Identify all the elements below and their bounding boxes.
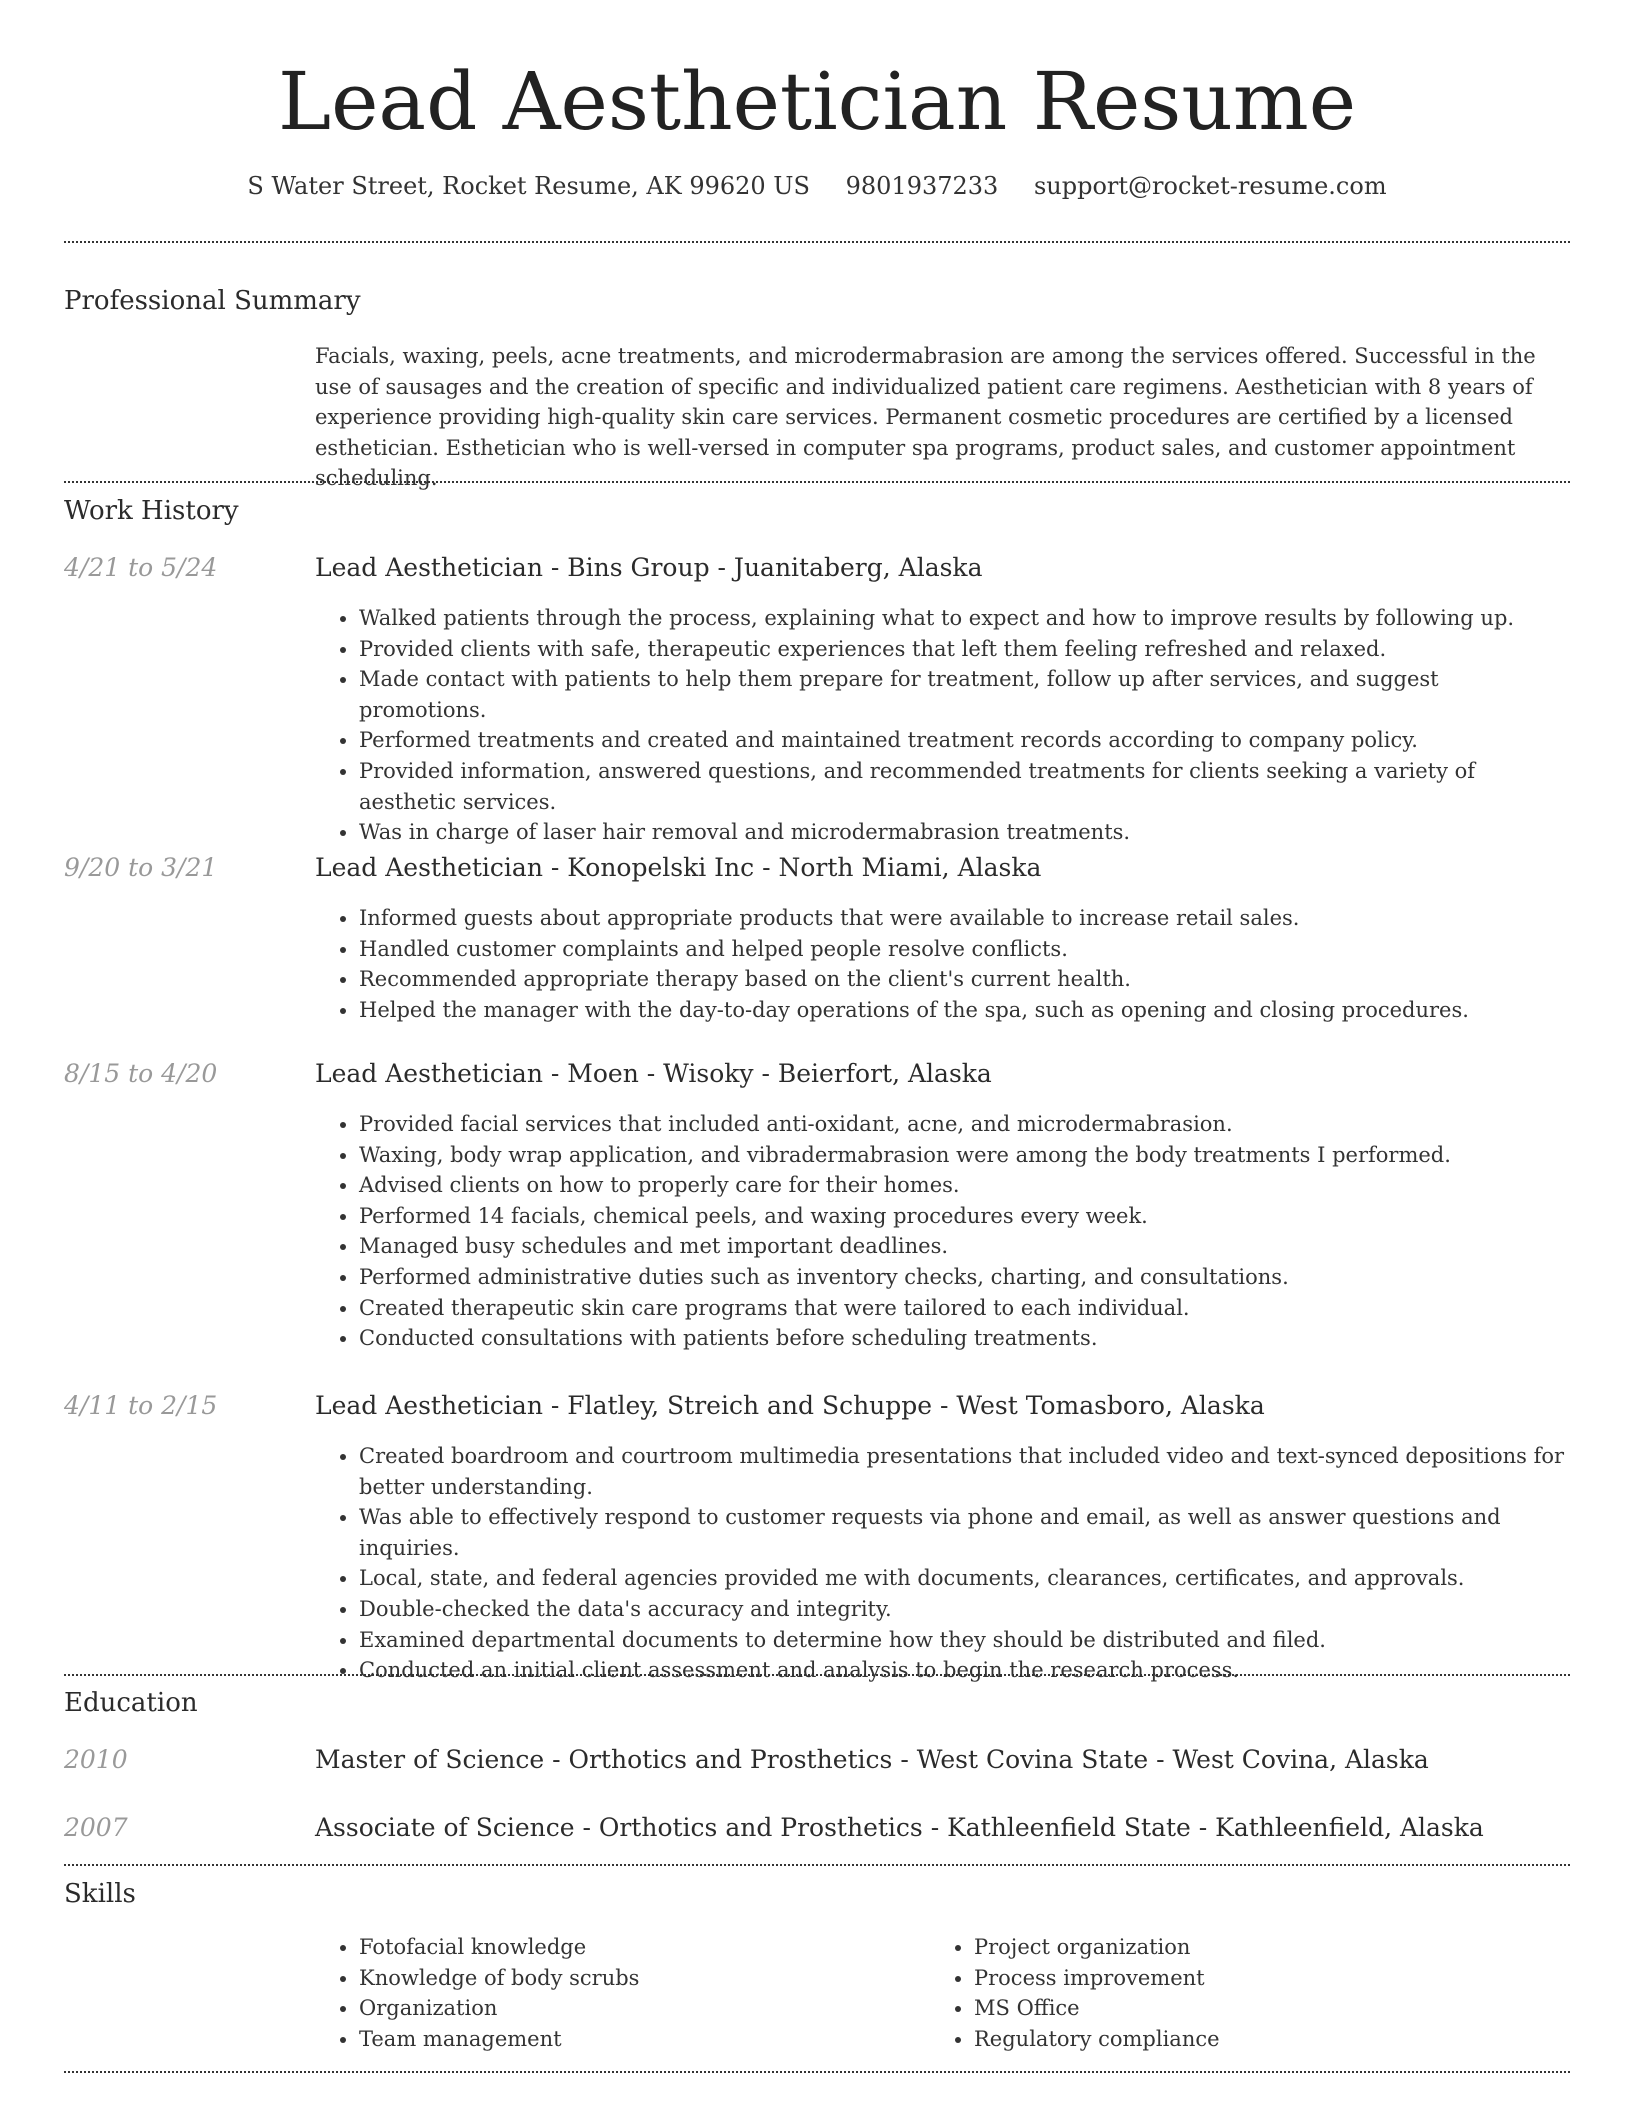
job-bullet: • Conducted an initial client assessment and analysis to begin the research process.: [359, 1655, 1570, 1686]
education-year: 2007: [64, 1813, 128, 1842]
divider: [64, 2071, 1570, 2073]
skill-item: • Organization: [359, 1993, 875, 2024]
skill-item: • Fotofacial knowledge: [359, 1932, 875, 1963]
job-bullet: • Helped the manager with the day-to-day operations of the spa, such as opening and closing procedures.: [359, 995, 1570, 1026]
job-title: Lead Aesthetician - Moen - Wisoky - Beierfort, Alaska: [315, 1059, 992, 1088]
job-bullet: • Made contact with patients to help them prepare for treatment, follow up after services, and suggest promotions.: [359, 664, 1570, 725]
contact-info: [64, 170, 1570, 202]
job-bullet: • Informed guests about appropriate products that were available to increase retail sales.: [359, 903, 1570, 934]
job-bullet: • Managed busy schedules and met important deadlines.: [359, 1231, 1570, 1262]
job-bullet: • Waxing, body wrap application, and vibradermabrasion were among the body treatments I performed.: [359, 1140, 1570, 1171]
contact-email: support@rocket-resume.com: [1033, 172, 1387, 200]
job-bullet: • Handled customer complaints and helped people resolve conflicts.: [359, 934, 1570, 965]
contact-address: S Water Street, Rocket Resume, AK 99620 US: [247, 172, 810, 200]
job-date: 4/11 to 2/15: [64, 1391, 218, 1420]
job-title: Lead Aesthetician - Bins Group - Juanitaberg, Alaska: [315, 553, 983, 582]
contact-phone: 9801937233: [845, 172, 999, 200]
job-bullet: • Examined departmental documents to determine how they should be distributed and filed.: [359, 1625, 1570, 1656]
job-bullet: • Created boardroom and courtroom multimedia presentations that included video and text-synced depositions for better understanding.: [359, 1441, 1570, 1502]
job-title: Lead Aesthetician - Konopelski Inc - North Miami, Alaska: [315, 853, 1042, 882]
job-bullet: • Recommended appropriate therapy based on the client's current health.: [359, 964, 1570, 995]
job-date: 4/21 to 5/24: [64, 553, 218, 582]
work-history-heading: Work History: [64, 496, 239, 526]
job-date: 8/15 to 4/20: [64, 1059, 218, 1088]
job-bullet: • Provided facial services that included anti-oxidant, acne, and microdermabrasion.: [359, 1109, 1570, 1140]
job-bullet: • Performed treatments and created and maintained treatment records according to company policy.: [359, 725, 1570, 756]
job-bullet: • Provided clients with safe, therapeutic experiences that left them feeling refreshed and relaxed.: [359, 634, 1570, 665]
divider: [64, 241, 1570, 243]
job-bullet: • Performed administrative duties such as inventory checks, charting, and consultations.: [359, 1262, 1570, 1293]
skill-item: • Project organization: [974, 1932, 1490, 1963]
skills-heading: Skills: [64, 1879, 136, 1909]
job-bullet: • Double-checked the data's accuracy and integrity.: [359, 1594, 1570, 1625]
job-bullets: [315, 1109, 1570, 1354]
job-bullet: • Conducted consultations with patients before scheduling treatments.: [359, 1323, 1570, 1354]
skill-item: • Process improvement: [974, 1963, 1490, 1994]
skill-item: • Knowledge of body scrubs: [359, 1963, 875, 1994]
divider: [64, 1864, 1570, 1866]
job-date: 9/20 to 3/21: [64, 853, 218, 882]
job-bullet: • Created therapeutic skin care programs that were tailored to each individual.: [359, 1293, 1570, 1324]
education-heading: Education: [64, 1688, 198, 1718]
job-bullet: • Walked patients through the process, explaining what to expect and how to improve results by following up.: [359, 603, 1570, 634]
education-year: 2010: [64, 1745, 128, 1774]
skill-item: • Team management: [359, 2024, 875, 2055]
education-title: Associate of Science - Orthotics and Prosthetics - Kathleenfield State - Kathleenfield, Alaska: [315, 1813, 1484, 1842]
skill-item: • Regulatory compliance: [974, 2024, 1490, 2055]
divider: [64, 481, 1570, 483]
job-bullets: [315, 903, 1570, 1025]
summary-text: Facials, waxing, peels, acne treatments, and microdermabrasion are among the services offered. Successful in the use of sausages and the creation of specific and individualized patient care regimens. Aesthetician with 8 years of experience providing high-quality skin care services. Permanent cosmetic procedures are certified by a licensed esthetician. Esthetician who is well-versed in computer spa programs, product sales, and customer appointment scheduling.: [315, 344, 1536, 490]
resume-title: Lead Aesthetician Resume: [277, 55, 1357, 148]
divider: [64, 1674, 1570, 1676]
job-bullet: • Was in charge of laser hair removal and microdermabrasion treatments.: [359, 817, 1570, 848]
job-bullets: [315, 603, 1570, 848]
job-bullet: • Advised clients on how to properly care for their homes.: [359, 1170, 1570, 1201]
summary-heading: Professional Summary: [64, 286, 361, 316]
skill-item: • MS Office: [974, 1993, 1490, 2024]
job-bullet: • Was able to effectively respond to customer requests via phone and email, as well as answer questions and inquiries.: [359, 1502, 1570, 1563]
skills-list-left: [315, 1932, 875, 2054]
job-bullet: • Local, state, and federal agencies provided me with documents, clearances, certificates, and approvals.: [359, 1563, 1570, 1594]
summary-section: [315, 341, 1570, 494]
job-bullet: • Performed 14 facials, chemical peels, and waxing procedures every week.: [359, 1201, 1570, 1232]
education-title: Master of Science - Orthotics and Prosthetics - West Covina State - West Covina, Alaska: [315, 1745, 1429, 1774]
job-bullet: • Provided information, answered questions, and recommended treatments for clients seeking a variety of aesthetic services.: [359, 756, 1570, 817]
job-title: Lead Aesthetician - Flatley, Streich and Schuppe - West Tomasboro, Alaska: [315, 1391, 1265, 1420]
skills-list-right: [930, 1932, 1490, 2054]
job-bullets: [315, 1441, 1570, 1686]
